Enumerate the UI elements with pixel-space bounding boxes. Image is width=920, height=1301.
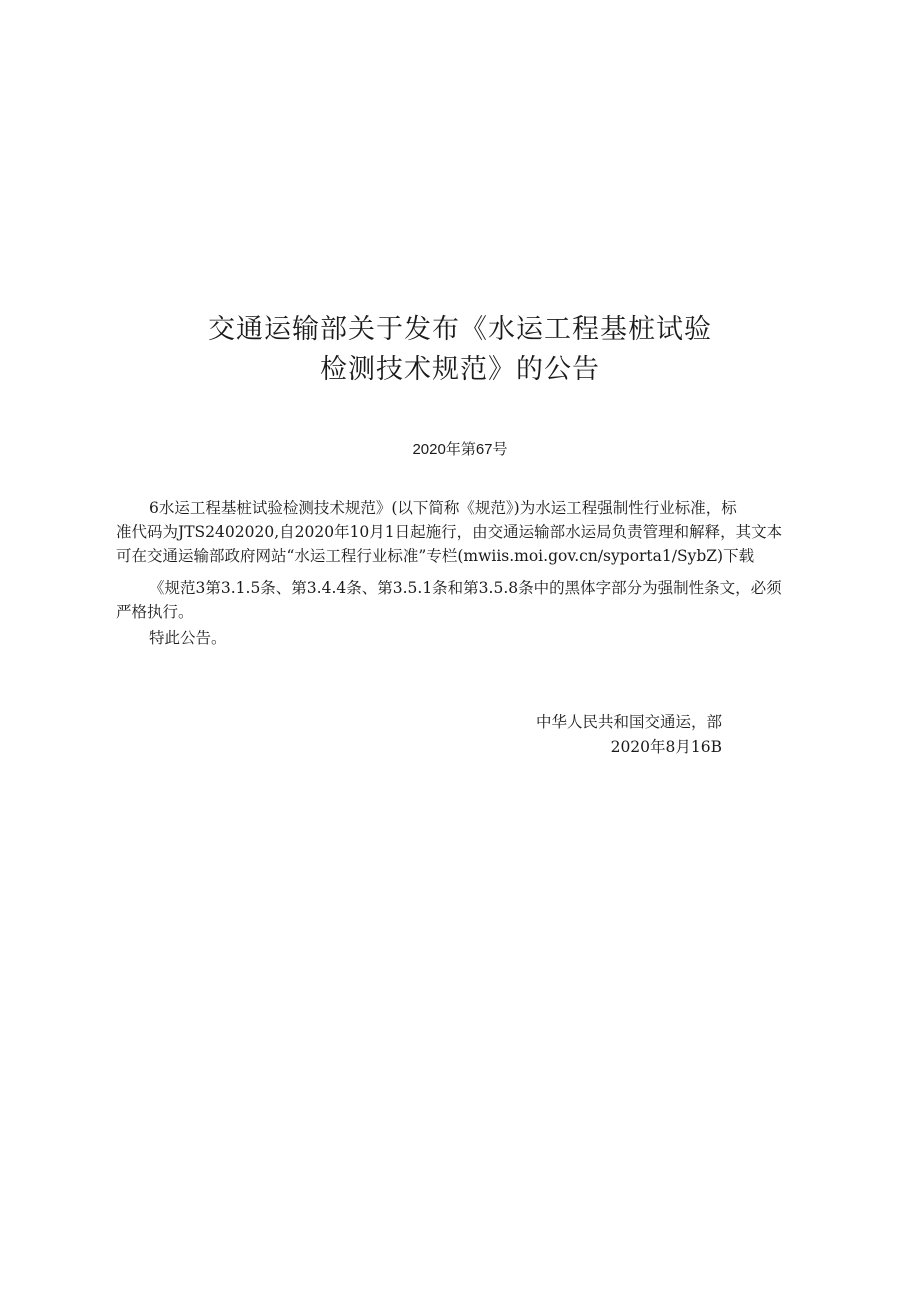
document-number: 2020年第67号 [412, 441, 508, 458]
paragraph-2-line-1: 《规范3第3.1.5条、第3.4.4条、第3.5.1条和第3.5.8条中的黑体字部分为强制性条文，必须 [149, 579, 782, 597]
paragraph-1-line-2: 准代码为JTS2402020,自2020年10月1日起施行，由交通运输部水运局负责管理和解释，其文本 [116, 523, 783, 541]
paragraph-2 [116, 576, 806, 624]
document-title-line-2: 检测技术规范》的公告 [320, 354, 600, 385]
signature-organization: 中华人民共和国交通运，部 [535, 713, 722, 731]
paragraph-3 [116, 626, 806, 650]
signature-date: 2020年8月16B [610, 738, 722, 756]
paragraph-2-line-2: 严格执行。 [116, 603, 194, 621]
paragraph-1 [116, 496, 806, 568]
paragraph-1-line-1: 6水运工程基桩试验检测技术规范》(以下简称《规范》)为水运工程强制性行业标准，标 [149, 499, 737, 517]
document-title-line-1: 交通运输部关于发布《水运工程基桩试验 [208, 314, 712, 345]
paragraph-1-line-3: 可在交通运输部政府网站“水运工程行业标准”专栏(mwiis.moi.gov.cn∕syporta1∕SybZ)下载 [116, 547, 755, 565]
closing-statement: 特此公告。 [149, 629, 227, 647]
